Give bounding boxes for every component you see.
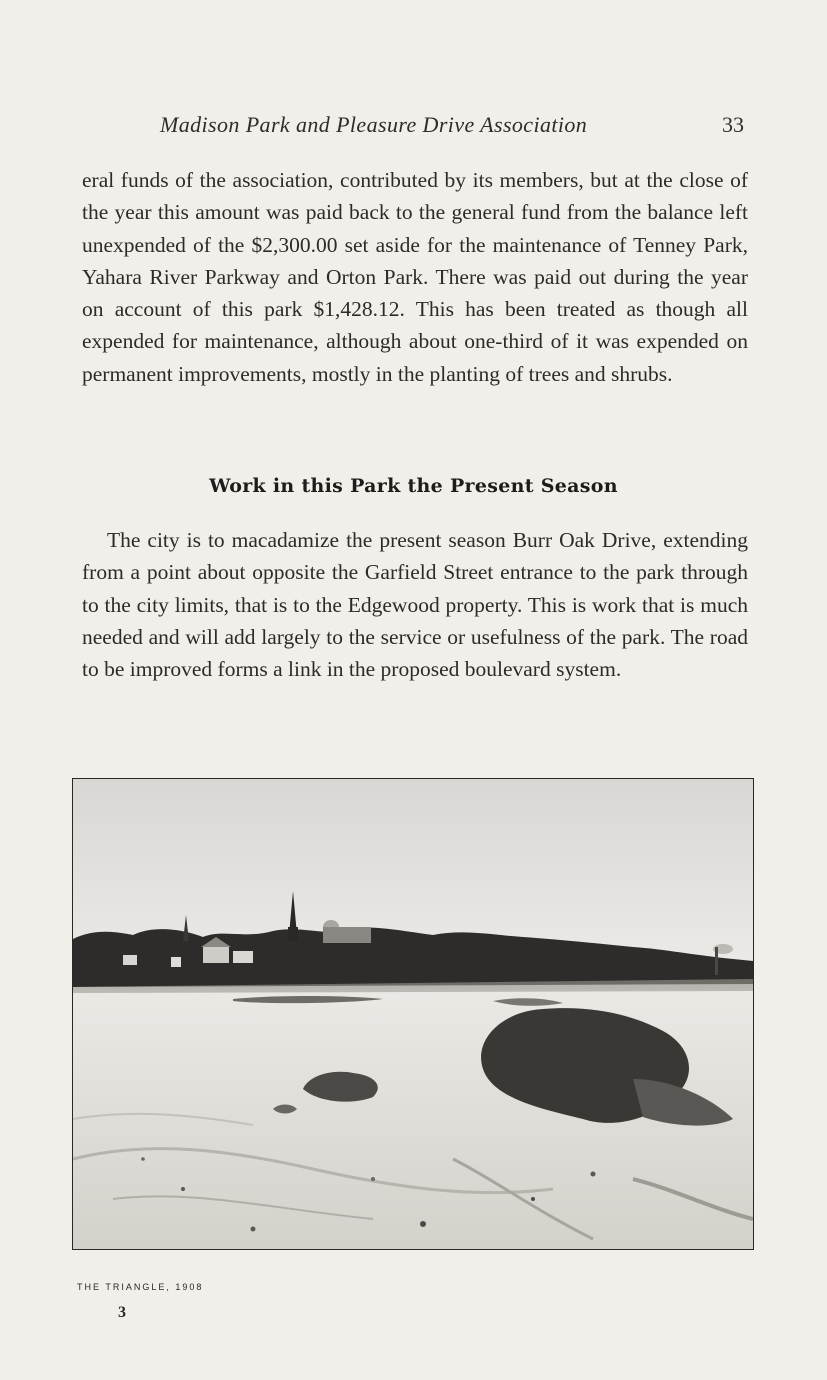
running-title: Madison Park and Pleasure Drive Association	[160, 112, 588, 137]
photograph-triangle	[72, 778, 754, 1250]
photo-caption: THE TRIANGLE, 1908	[77, 1282, 204, 1292]
running-head	[0, 112, 827, 142]
signature-mark: 3	[118, 1304, 126, 1321]
paragraph-funds: eral funds of the association, contributed by its members, but at the close of the year this amount was paid back to the general fund from the balance left unexpended of the $2,300.00 set aside for the maintenance of Tenney Park, Yahara River Parkway and Orton Park. There was paid out during the year on account of this park $1,428.12. This has been treated as though all expended for maintenance, although about one-third of it was expended on permanent improvements, mostly in the planting of trees and shrubs.	[82, 168, 748, 386]
page-number: 33	[722, 112, 744, 137]
photograph-image	[73, 779, 753, 1249]
paragraph-burr-oak-drive: The city is to macadamize the present season Burr Oak Drive, extending from a point about opposite the Garfield Street entrance to the park through to the city limits, that is to the Edgewood property. This is work that is much needed and will add largely to the service or usefulness of the park. The road to be improved forms a link in the proposed boulevard system.	[82, 528, 748, 682]
section-heading: Work in this Park the Present Season	[209, 475, 618, 497]
